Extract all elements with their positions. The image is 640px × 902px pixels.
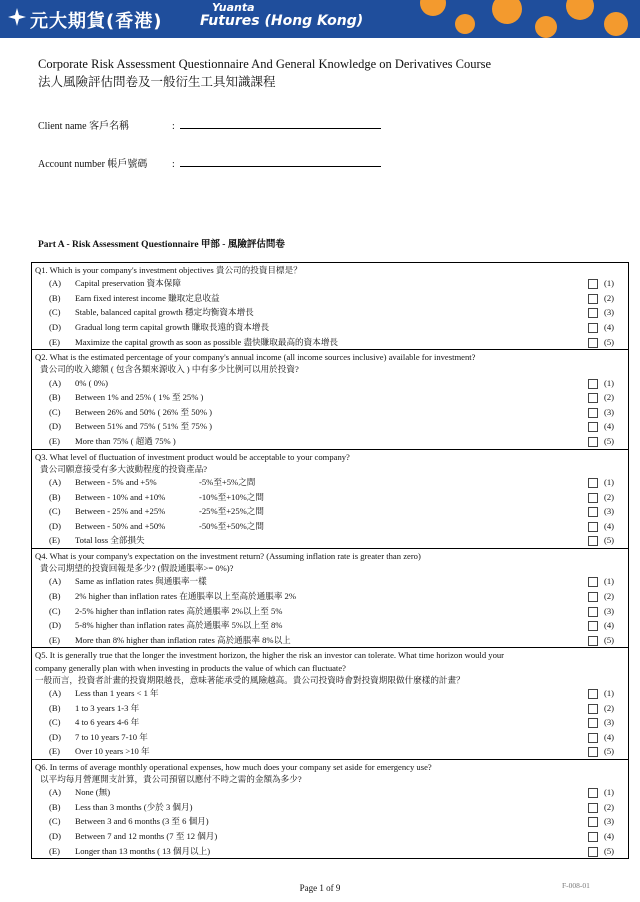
answer-checkbox[interactable] xyxy=(588,393,598,403)
answer-checkbox[interactable] xyxy=(588,478,598,488)
option-text: Between - 10% and +10% xyxy=(75,491,166,502)
option-text-zh: -25%至+25%之間 xyxy=(199,506,264,517)
option-score: (4) xyxy=(604,520,615,531)
option-text: Maximize the capital growth as soon as possible 盡快賺取最高的資本增長 xyxy=(75,336,339,347)
answer-checkbox[interactable] xyxy=(588,408,598,418)
option-text: 5-8% higher than inflation rates 高於通脹率 5%以上至 8% xyxy=(75,620,283,631)
option-text: Between 1% and 25% ( 1% 至 25% ) xyxy=(75,392,204,403)
logo-english-2: Futures (Hong Kong) xyxy=(200,13,364,29)
option-score: (4) xyxy=(604,421,615,432)
option-letter: (B) xyxy=(49,491,61,502)
answer-checkbox[interactable] xyxy=(588,788,598,798)
option-score: (3) xyxy=(604,816,615,827)
answer-option xyxy=(32,618,628,633)
option-text: 2-5% higher than inflation rates 高於通脹率 2%以上至 5% xyxy=(75,605,283,616)
question-text: Q1. Which is your company's investment objectives 貴公司的投資目標是？ xyxy=(35,265,302,275)
option-text: More than 8% higher than inflation rates 高於通脹率 8%以上 xyxy=(75,634,291,645)
option-letter: (A) xyxy=(49,377,61,388)
answer-option xyxy=(32,633,628,648)
answer-checkbox[interactable] xyxy=(588,379,598,389)
question-text: 一般而言，投資者計畫的投資期限越長，意味著能承受的風險越高。貴公司投資時會對投資期限做什麼樣的計畫？ xyxy=(35,674,465,685)
option-score: (5) xyxy=(604,845,615,856)
question-block xyxy=(32,549,628,648)
answer-option xyxy=(32,715,628,730)
question-text: 貴公司期望的投資回報是多少? (假設通脹率>= 0%)? xyxy=(40,563,234,574)
option-letter: (C) xyxy=(49,506,61,517)
answer-checkbox[interactable] xyxy=(588,803,598,813)
option-letter: (E) xyxy=(49,336,60,347)
option-letter: (C) xyxy=(49,406,61,417)
answer-option xyxy=(32,701,628,716)
option-text-zh: -5%至+5%之間 xyxy=(199,476,256,487)
question-text: 貴公司的收入總額 ( 包含各類來源收入 ) 中有多少比例可以用於投資? xyxy=(40,364,299,375)
answer-option xyxy=(32,490,628,505)
option-score: (3) xyxy=(604,605,615,616)
colon: : xyxy=(172,121,175,132)
document-title-zh: 法人風險評估問卷及一般衍生工具知識課程 xyxy=(38,75,276,89)
option-text: Less than 3 months (少於 3 個月) xyxy=(75,801,193,812)
option-letter: (D) xyxy=(49,321,61,332)
answer-checkbox[interactable] xyxy=(588,847,598,857)
option-letter: (E) xyxy=(49,845,60,856)
colon: : xyxy=(172,159,175,170)
option-score: (5) xyxy=(604,634,615,645)
answer-checkbox[interactable] xyxy=(588,817,598,827)
option-letter: (D) xyxy=(49,421,61,432)
answer-option xyxy=(32,335,628,350)
question-text: Q6. In terms of average monthly operational expenses, how much does your company set aside for emergency use? xyxy=(35,761,432,772)
answer-checkbox[interactable] xyxy=(588,536,598,546)
option-letter: (C) xyxy=(49,717,61,728)
company-logo-icon xyxy=(6,6,28,28)
option-letter: (E) xyxy=(49,634,60,645)
answer-option xyxy=(32,320,628,335)
option-letter: (A) xyxy=(49,278,61,289)
answer-checkbox[interactable] xyxy=(588,338,598,348)
answer-checkbox[interactable] xyxy=(588,422,598,432)
question-text: company generally plan with when investing in products the value of which can fluctuate? xyxy=(35,662,346,673)
option-score: (5) xyxy=(604,746,615,757)
option-text: Between - 50% and +50% xyxy=(75,520,166,531)
question-block xyxy=(32,648,628,760)
option-letter: (C) xyxy=(49,605,61,616)
option-score: (3) xyxy=(604,506,615,517)
option-score: (2) xyxy=(604,392,615,403)
answer-option xyxy=(32,504,628,519)
option-letter: (B) xyxy=(49,590,61,601)
option-text-zh: -50%至+50%之間 xyxy=(199,520,264,531)
flower-decoration xyxy=(604,12,628,36)
question-text: Q5. It is generally true that the longer the investment horizon, the higher the risk an investor can tolerate. What time horizon would your xyxy=(35,650,505,661)
flower-decoration xyxy=(535,16,557,38)
account-number-input-line[interactable] xyxy=(180,166,381,167)
option-text: Between 7 and 12 months (7 至 12 個月) xyxy=(75,831,218,842)
question-text: 貴公司願意接受有多大波動程度的投資產品? xyxy=(40,463,208,474)
option-text: Gradual long term capital growth 賺取長遠的資本增長 xyxy=(75,321,270,332)
option-text: Total loss 全部損失 xyxy=(75,535,145,546)
answer-option xyxy=(32,475,628,490)
logo-chinese: 元大期貨(香港) xyxy=(30,11,163,32)
option-text: Less than 1 years < 1 年 xyxy=(75,687,159,698)
option-letter: (B) xyxy=(49,292,61,303)
answer-option xyxy=(32,291,628,306)
question-block xyxy=(32,350,628,449)
answer-option xyxy=(32,390,628,405)
option-text: Over 10 years >10 年 xyxy=(75,746,150,757)
option-text: Between 3 and 6 months (3 至 6 個月) xyxy=(75,816,209,827)
answer-checkbox[interactable] xyxy=(588,323,598,333)
option-score: (4) xyxy=(604,620,615,631)
part-a-heading: Part A - Risk Assessment Questionnaire 甲部 - 風險評估問卷 xyxy=(38,240,285,250)
option-score: (5) xyxy=(604,336,615,347)
answer-checkbox[interactable] xyxy=(588,577,598,587)
answer-checkbox[interactable] xyxy=(588,704,598,714)
client-name-input-line[interactable] xyxy=(180,128,381,129)
option-text: More than 75% ( 超過 75% ) xyxy=(75,435,176,446)
answer-option xyxy=(32,686,628,701)
question-block xyxy=(32,760,628,858)
answer-checkbox[interactable] xyxy=(588,607,598,617)
flower-decoration xyxy=(492,0,522,24)
option-text: Between - 25% and +25% xyxy=(75,506,166,517)
option-letter: (A) xyxy=(49,687,61,698)
option-score: (2) xyxy=(604,491,615,502)
answer-checkbox[interactable] xyxy=(588,279,598,289)
answer-option xyxy=(32,730,628,745)
option-score: (2) xyxy=(604,801,615,812)
option-text: Between - 5% and +5% xyxy=(75,476,157,487)
answer-checkbox[interactable] xyxy=(588,636,598,646)
answer-checkbox[interactable] xyxy=(588,689,598,699)
option-score: (2) xyxy=(604,702,615,713)
flower-decoration xyxy=(420,0,446,16)
header-banner xyxy=(0,0,640,38)
option-text: 2% higher than inflation rates 在通脹率以上至高於通脹率 2% xyxy=(75,590,297,601)
answer-checkbox[interactable] xyxy=(588,522,598,532)
answer-option xyxy=(32,434,628,449)
answer-option xyxy=(32,419,628,434)
option-text: 4 to 6 years 4-6 年 xyxy=(75,717,140,728)
answer-option xyxy=(32,829,628,844)
flower-decoration xyxy=(455,14,475,34)
answer-option xyxy=(32,574,628,589)
option-letter: (B) xyxy=(49,392,61,403)
option-text-zh: -10%至+10%之間 xyxy=(199,491,264,502)
answer-checkbox[interactable] xyxy=(588,308,598,318)
question-text: 以平均每月營運開支計算，貴公司預留以應付不時之需的金額為多少? xyxy=(40,774,302,785)
option-text: 0% ( 0%) xyxy=(75,377,108,388)
form-code: F-008-01 xyxy=(562,881,590,890)
option-letter: (A) xyxy=(49,476,61,487)
answer-checkbox[interactable] xyxy=(588,832,598,842)
question-block xyxy=(32,450,628,549)
option-text: Stable, balanced capital growth 穩定均衡資本增長 xyxy=(75,307,254,318)
option-score: (2) xyxy=(604,590,615,601)
account-number-label: Account number 帳戶號碼 xyxy=(38,159,148,170)
option-letter: (A) xyxy=(49,787,61,798)
option-score: (4) xyxy=(604,731,615,742)
answer-option xyxy=(32,305,628,320)
answer-checkbox[interactable] xyxy=(588,493,598,503)
option-letter: (C) xyxy=(49,816,61,827)
option-text: Longer than 13 months ( 13 個月以上) xyxy=(75,845,211,856)
option-text: Same as inflation rates 與通脹率一樣 xyxy=(75,576,207,587)
client-name-field xyxy=(38,117,175,132)
answer-checkbox[interactable] xyxy=(588,747,598,757)
flower-decoration xyxy=(566,0,594,20)
option-score: (3) xyxy=(604,717,615,728)
answer-option xyxy=(32,589,628,604)
answer-option xyxy=(32,814,628,829)
option-letter: (E) xyxy=(49,746,60,757)
option-text: 7 to 10 years 7-10 年 xyxy=(75,731,148,742)
question-text: Q3. What level of fluctuation of investment product would be acceptable to your company? xyxy=(35,451,350,462)
option-score: (4) xyxy=(604,831,615,842)
option-text: Between 26% and 50% ( 26% 至 50% ) xyxy=(75,406,212,417)
option-letter: (E) xyxy=(49,535,60,546)
option-letter: (D) xyxy=(49,620,61,631)
option-score: (3) xyxy=(604,406,615,417)
option-letter: (C) xyxy=(49,307,61,318)
option-score: (1) xyxy=(604,787,615,798)
option-score: (5) xyxy=(604,435,615,446)
answer-option xyxy=(32,519,628,534)
questionnaire-table xyxy=(31,262,629,859)
option-letter: (B) xyxy=(49,702,61,713)
answer-checkbox[interactable] xyxy=(588,621,598,631)
answer-checkbox[interactable] xyxy=(588,733,598,743)
option-score: (1) xyxy=(604,476,615,487)
option-score: (1) xyxy=(604,687,615,698)
answer-option xyxy=(32,800,628,815)
option-score: (4) xyxy=(604,321,615,332)
answer-option xyxy=(32,785,628,800)
option-score: (1) xyxy=(604,278,615,289)
answer-checkbox[interactable] xyxy=(588,592,598,602)
option-letter: (D) xyxy=(49,731,61,742)
page-number: Page 1 of 9 xyxy=(299,883,341,893)
option-text: 1 to 3 years 1-3 年 xyxy=(75,702,140,713)
answer-option xyxy=(32,405,628,420)
answer-option xyxy=(32,844,628,859)
option-score: (2) xyxy=(604,292,615,303)
answer-option xyxy=(32,604,628,619)
question-text: Q2. What is the estimated percentage of your company's annual income (all income sources inclusive) available for investment? xyxy=(35,352,476,363)
option-score: (5) xyxy=(604,535,615,546)
document-title-en: Corporate Risk Assessment Questionnaire And General Knowledge on Derivatives Course xyxy=(38,57,492,71)
option-letter: (E) xyxy=(49,435,60,446)
option-score: (3) xyxy=(604,307,615,318)
question-text: Q4. What is your company's expectation on the investment return? (Assuming inflation rate is greater than zero) xyxy=(35,550,421,561)
answer-option xyxy=(32,533,628,548)
option-text: None (無) xyxy=(75,787,111,798)
option-text: Earn fixed interest income 賺取定息收益 xyxy=(75,292,220,303)
option-score: (1) xyxy=(604,576,615,587)
client-name-label: Client name 客戶名稱 xyxy=(38,121,130,132)
option-letter: (B) xyxy=(49,801,61,812)
answer-checkbox[interactable] xyxy=(588,294,598,304)
option-score: (1) xyxy=(604,377,615,388)
answer-checkbox[interactable] xyxy=(588,718,598,728)
option-text: Between 51% and 75% ( 51% 至 75% ) xyxy=(75,421,212,432)
account-number-field xyxy=(38,155,175,170)
answer-checkbox[interactable] xyxy=(588,437,598,447)
question-block xyxy=(32,263,628,350)
answer-checkbox[interactable] xyxy=(588,507,598,517)
option-letter: (D) xyxy=(49,831,61,842)
option-letter: (A) xyxy=(49,576,61,587)
answer-option xyxy=(32,276,628,291)
option-letter: (D) xyxy=(49,520,61,531)
logo-english-1: Yuanta xyxy=(212,1,255,14)
answer-option xyxy=(32,744,628,759)
option-text: Capital preservation 資本保障 xyxy=(75,278,181,289)
answer-option xyxy=(32,376,628,391)
